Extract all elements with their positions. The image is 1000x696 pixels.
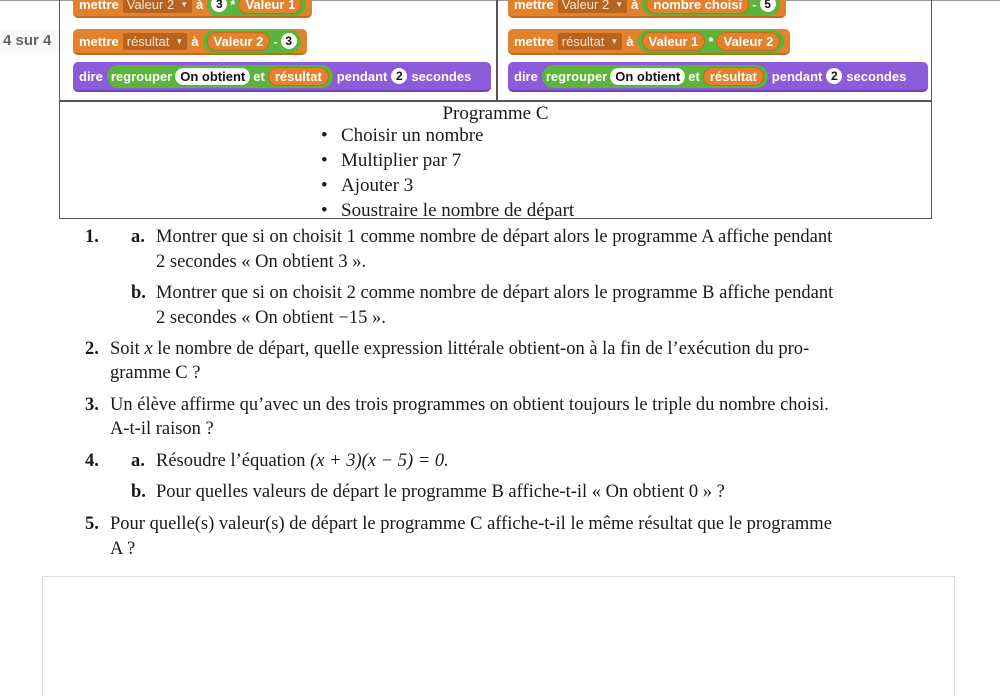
question-5-line1: Pour quelle(s) valeur(s) de départ le programme C affiche-t-il le même résultat que le programme	[110, 514, 832, 534]
block-verb: mettre	[514, 0, 554, 12]
question-3-number: 3.	[85, 395, 99, 415]
program-a-say-block	[73, 62, 491, 92]
question-4a-label: a.	[131, 451, 145, 471]
question-4-number: 4.	[85, 451, 99, 471]
block-unit: secondes	[411, 68, 472, 84]
operator-sign: *	[230, 0, 236, 12]
program-c-title: Programme C	[442, 103, 549, 124]
variable-reporter: Valeur 1	[238, 0, 302, 14]
program-c-step: • Multiplier par 7	[321, 148, 574, 173]
question-1a-line2: 2 secondes « On obtient 3 ».	[156, 252, 367, 272]
dropdown-arrow-icon: ▼	[610, 36, 619, 46]
dropdown-arrow-icon: ▼	[615, 0, 624, 9]
operator-block	[207, 0, 306, 16]
variable-reporter: Valeur 1	[642, 32, 706, 51]
program-c-step: • Ajouter 3	[321, 173, 574, 198]
question-2-number: 2.	[85, 339, 99, 359]
number-input[interactable]: 3	[211, 0, 227, 12]
block-unit: secondes	[846, 68, 907, 84]
operator-sign: *	[708, 33, 714, 49]
question-1-number: 1.	[85, 227, 99, 247]
join-label: regrouper	[545, 68, 608, 84]
question-5-number: 5.	[85, 514, 99, 534]
question-1a-label: a.	[131, 227, 145, 247]
join-block	[542, 65, 768, 88]
variable-dropdown[interactable]: résultat ▼	[558, 33, 623, 50]
text-input[interactable]: On obtient	[175, 68, 250, 85]
question-5-line2: A ?	[110, 539, 136, 559]
block-for: pendant	[771, 68, 823, 84]
program-c-step: • Choisir un nombre	[321, 123, 574, 148]
variable-dropdown[interactable]: résultat ▼	[123, 33, 188, 50]
program-c-steps	[321, 123, 574, 223]
join-label: regrouper	[110, 68, 173, 84]
question-4a-text: Résoudre l’équation (x + 3)(x − 5) = 0.	[156, 451, 449, 471]
program-c-step: • Soustraire le nombre de départ	[321, 198, 574, 223]
question-4b-label: b.	[131, 482, 146, 502]
variable-reporter: Valeur 2	[207, 32, 271, 51]
program-b-set-valeur2-block	[508, 0, 786, 18]
equation: (x + 3)(x − 5) = 0.	[310, 451, 449, 471]
operator-block	[638, 30, 785, 53]
block-verb: dire	[514, 68, 538, 84]
program-a-set-resultat-block	[73, 29, 307, 55]
seconds-input[interactable]: 2	[391, 68, 407, 84]
program-a-set-valeur2-block	[73, 0, 312, 18]
variable-dropdown[interactable]: Valeur 2 ▼	[558, 0, 627, 13]
block-to: à	[191, 33, 199, 49]
variable-reporter: résultat	[268, 67, 329, 86]
question-1b-line1: Montrer que si on choisit 2 comme nombre de départ alors le programme B affiche pendant	[156, 283, 834, 303]
text-input[interactable]: On obtient	[610, 68, 685, 85]
join-and: et	[688, 68, 700, 84]
operator-sign: -	[752, 0, 757, 12]
join-block	[107, 65, 333, 88]
question-1a-line1: Montrer que si on choisit 1 comme nombre de départ alors le programme A affiche pendant	[156, 227, 833, 247]
operator-block	[642, 0, 779, 16]
operator-sign: -	[273, 33, 278, 49]
block-to: à	[631, 0, 639, 12]
table-divider-vertical	[496, 0, 498, 100]
number-input[interactable]: 5	[760, 0, 776, 12]
question-1b-line2: 2 secondes « On obtient −15 ».	[156, 308, 386, 328]
block-to: à	[626, 33, 634, 49]
block-verb: mettre	[514, 33, 554, 49]
variable-dropdown[interactable]: Valeur 2 ▼	[123, 0, 192, 13]
question-1b-label: b.	[131, 283, 146, 303]
variable-reporter: nombre choisi	[646, 0, 749, 14]
program-b-set-resultat-block	[508, 29, 790, 55]
question-4b-text: Pour quelles valeurs de départ le programme B affiche-t-il « On obtient 0 » ?	[156, 482, 725, 502]
dropdown-arrow-icon: ▼	[175, 36, 184, 46]
block-verb: mettre	[79, 33, 119, 49]
variable-reporter: Valeur 2	[716, 32, 780, 51]
question-3-line1: Un élève affirme qu’avec un des trois programmes on obtient toujours le triple du nombre choisi.	[110, 395, 829, 415]
question-2-line2: gramme C ?	[110, 363, 201, 383]
join-and: et	[253, 68, 265, 84]
question-3-line2: A-t-il raison ?	[110, 419, 214, 439]
block-to: à	[196, 0, 204, 12]
program-c-cell	[59, 101, 932, 219]
seconds-input[interactable]: 2	[826, 68, 842, 84]
page-counter: 4 sur 4	[0, 30, 65, 52]
program-b-say-block	[508, 62, 928, 92]
block-for: pendant	[336, 68, 388, 84]
variable-reporter: résultat	[703, 67, 764, 86]
answer-box[interactable]	[42, 576, 955, 696]
block-verb: mettre	[79, 0, 119, 12]
question-2-line1: Soit x le nombre de départ, quelle expression littérale obtient-on à la fin de l’exécution du pro-	[110, 339, 810, 359]
block-verb: dire	[79, 68, 103, 84]
number-input[interactable]: 3	[281, 33, 297, 49]
operator-block	[203, 30, 301, 53]
dropdown-arrow-icon: ▼	[180, 0, 189, 9]
math-variable: x	[144, 339, 153, 359]
